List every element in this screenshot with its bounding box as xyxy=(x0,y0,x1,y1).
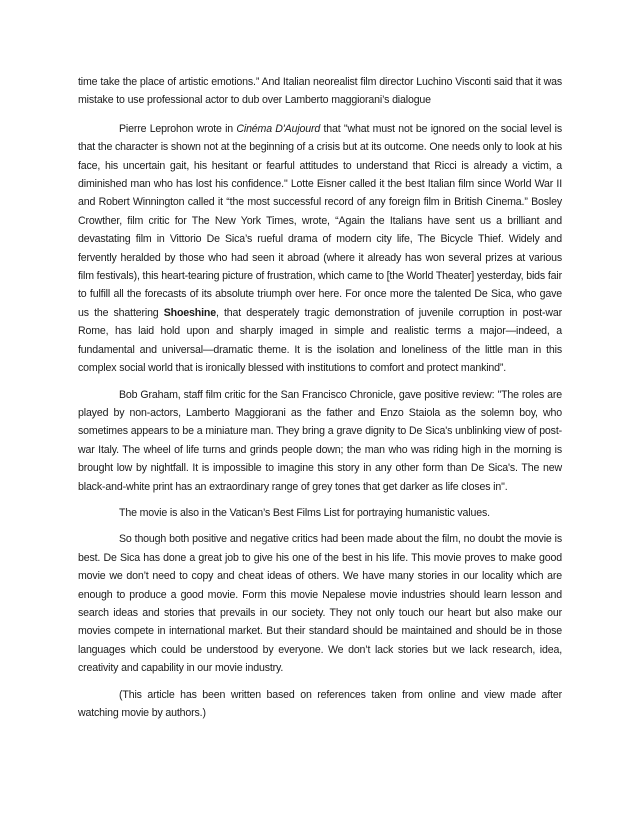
paragraph-continuation: time take the place of artistic emotions.” And Italian neorealist film director Luchino Visconti said that it was mistake to use professional actor to dub over Lamberto maggiorani’s dialogue xyxy=(78,76,562,107)
paragraph-conclusion: So though both positive and negative critics had been made about the film, no doubt the movie is best. De Sica has done a great job to give his one of the best in his life. This movie proves to make good movie we don’t need to copy and cheat ideas of others. We have many stories in our locality which are enough to produce a good movie. Form this movie Nepalese movie industries should learn lesson and search ideas and stories that prevails in our society. They not only touch our heart but also make our movies compete in international market. But their standard should be maintained and should be in those languages which could be understood by everyone. We don’t lack stories but we lack research, idea, creativity and capability in our movie industry. xyxy=(78,533,562,675)
paragraph-text: , that desperately tragic demonstration of juvenile corruption in post-war Rome, has laid hold upon and sharply imaged in simple and realistic terms a major—indeed, a fundamental and universal—dramatic theme. It is the isolation and loneliness of the little man in this complex social world that is ironically blessed with institutions to comfort and protect mankind”. xyxy=(78,306,562,375)
paragraph-text: that "what must not be ignored on the social level is that the character is shown not at the beginning of a crisis but at its outcome. One needs only to look at his face, his uncertain gait, his hesitant or fearful attitudes to understand that Ricci is already a victim, a diminished man who has lost his confidence." Lotte Eisner called it the best Italian film since World War II and Robert Winnington called it “the most successful record of any foreign film in British Cinema.” Bosley Crowther, film critic for The New York Times, wrote, “Again the Italians have sent us a brilliant and devastating film in Vittorio De Sica’s rueful drama of modern city life, The Bicycle Thief. Widely and fervently heralded by those who had seen it abroad (where it already has won several prizes at various film festivals), this heart-tearing picture of frustration, which came to [the World Theater] yesterday, bids fair to fulfill all the forecasts of its absolute triumph over here. For once more the talented De Sica, who gave us the shattering xyxy=(78,122,562,319)
paragraph-graham: Bob Graham, staff film critic for the San Francisco Chronicle, gave positive review: "The roles are played by non-actors, Lamberto Maggiorani as the father and Enzo Staiola as the solemn boy, who sometimes appears to be a miniature man. They bring a grave dignity to De Sica's unblinking view of post-war Italy. The wheel of life turns and grinds people down; the man who was riding high in the morning is brought low by nightfall. It is impossible to imagine this story in any other form than De Sica's. The new black-and-white print has an extraordinary range of grey tones that get darker as life closes in". xyxy=(78,388,562,493)
document-body xyxy=(78,73,562,730)
paragraph-leprohon xyxy=(78,120,562,378)
paragraph-note: (This article has been written based on references taken from online and view made after watching movie by authors.) xyxy=(78,688,562,719)
paragraph-vatican: The movie is also in the Vatican’s Best Films List for portraying humanistic values. xyxy=(119,506,490,519)
bold-film-title: Shoeshine xyxy=(163,306,216,319)
paragraph-text: Pierre Leprohon wrote in xyxy=(119,122,237,135)
italic-publication-title: Cinéma D'Aujourd xyxy=(236,122,321,135)
